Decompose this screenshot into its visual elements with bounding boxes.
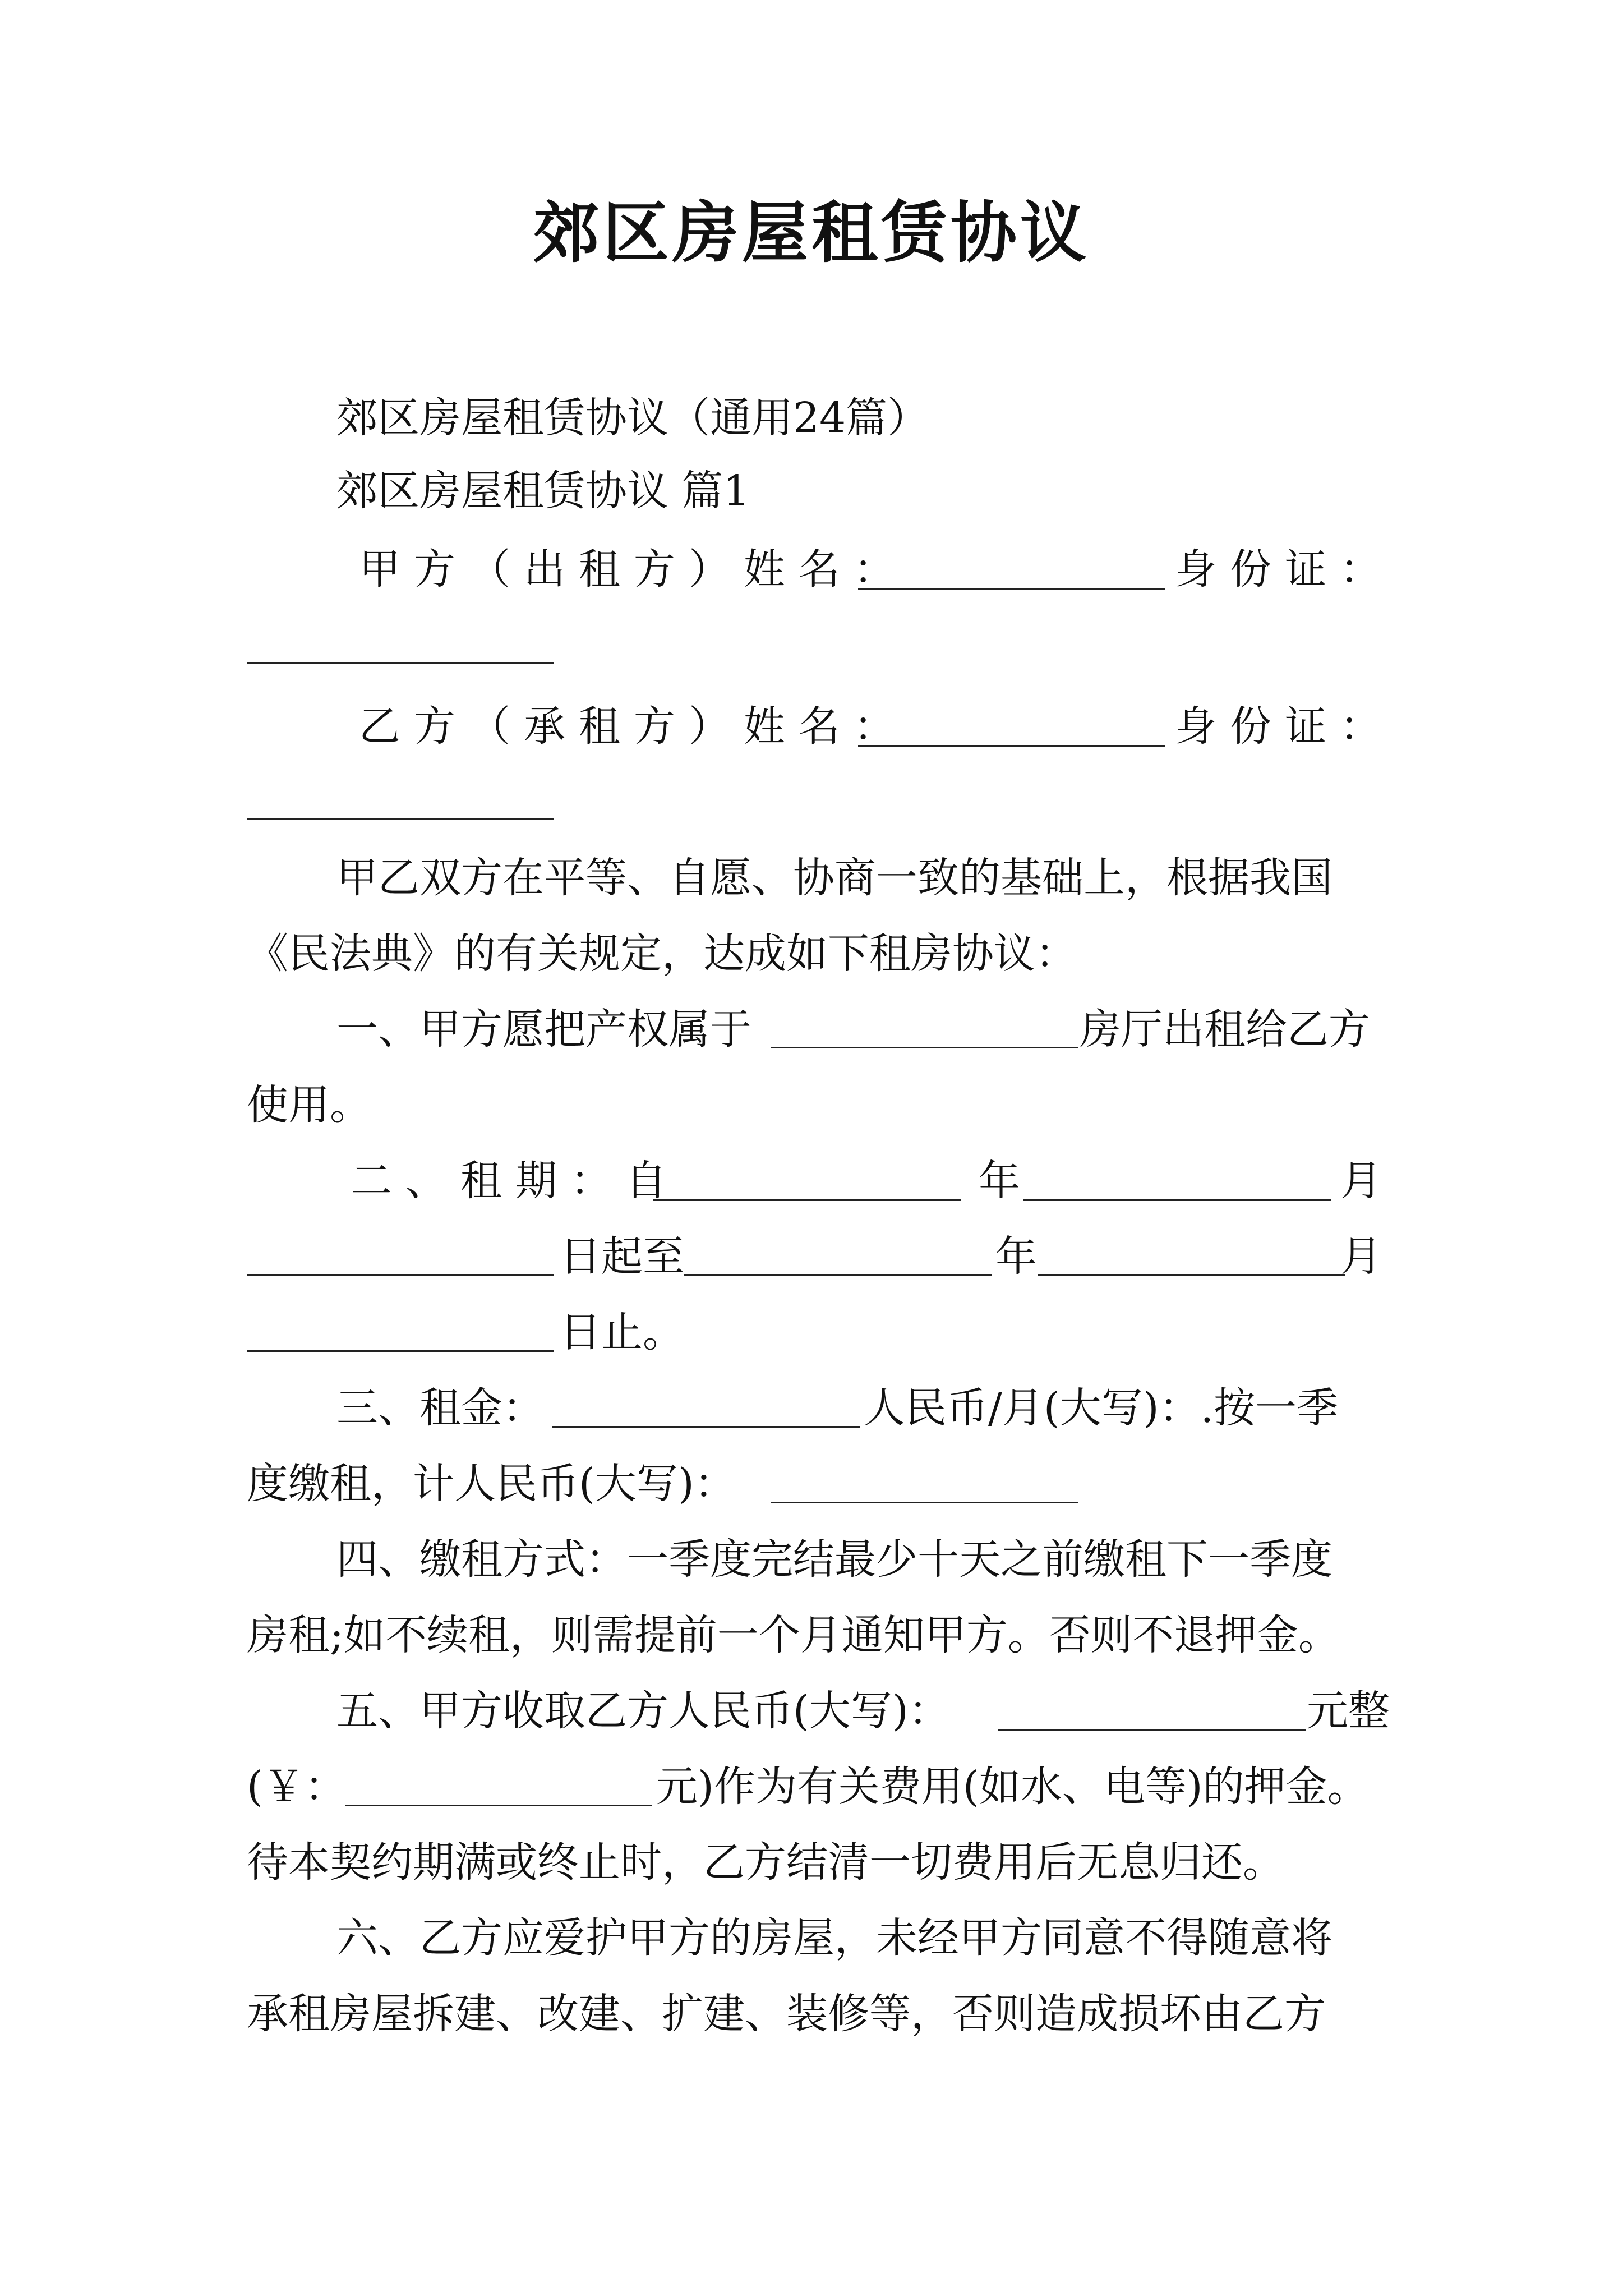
clause-4-line-1: 四、缴租方式：一季度完结最少十天之前缴租下一季度 <box>336 1535 1332 1584</box>
clause-6-line-1: 六、乙方应爱护甲方的房屋，未经甲方同意不得随意将 <box>336 1914 1332 1962</box>
lease-start-month-label: 月 <box>1340 1157 1382 1205</box>
quarterly-rent-blank[interactable] <box>771 1502 1078 1503</box>
lease-end-month-label: 月 <box>1340 1232 1382 1281</box>
party-a-name-blank[interactable] <box>858 588 1165 590</box>
deposit-amount-blank[interactable] <box>345 1805 652 1806</box>
intro-line-2: 《民法典》的有关规定，达成如下租房协议： <box>247 930 1077 978</box>
clause-4-line-2: 房租;如不续租，则需提前一个月通知甲方。否则不退押金。 <box>247 1611 1340 1659</box>
page-title: 郊区房屋租赁协议 <box>533 194 1090 272</box>
clause-3-line-2: 度缴租，计人民币(大写)： <box>247 1460 736 1508</box>
lease-end-year-label: 年 <box>995 1232 1037 1281</box>
clause-5-line-2-prefix: (￥： <box>247 1763 346 1811</box>
party-b-id-blank[interactable] <box>247 818 554 820</box>
lease-end-year-blank[interactable] <box>684 1274 992 1276</box>
lease-start-day-blank[interactable] <box>247 1274 554 1276</box>
party-b-id-label: 身份证： <box>1175 702 1395 751</box>
deposit-words-blank[interactable] <box>998 1729 1306 1731</box>
clause-1-line-2: 使用。 <box>247 1081 371 1129</box>
clause-1-suffix: 房厅出租给乙方 <box>1080 1005 1370 1053</box>
clause-5-line-3: 待本契约期满或终止时，乙方结清一切费用后无息归还。 <box>247 1838 1284 1887</box>
intro-line-1: 甲乙双方在平等、自愿、协商一致的基础上，根据我国 <box>336 854 1332 902</box>
lease-end-day-blank[interactable] <box>247 1350 554 1352</box>
clause-5-line-2-suffix: 元)作为有关费用(如水、电等)的押金。 <box>656 1763 1369 1811</box>
section-heading: 郊区房屋租赁协议 篇1 <box>336 467 750 515</box>
clause-5-suffix: 元整 <box>1307 1687 1390 1735</box>
lease-start-year-label: 年 <box>979 1157 1020 1205</box>
clause-1-label: 一、甲方愿把产权属于 <box>336 1005 751 1053</box>
party-a-label: 甲方（出租方）姓名： <box>359 545 909 593</box>
document-subtitle: 郊区房屋租赁协议（通用24篇） <box>336 394 929 442</box>
rent-amount-blank[interactable] <box>552 1426 860 1428</box>
lease-end-day-suffix: 日止。 <box>560 1308 684 1356</box>
party-a-id-label: 身份证： <box>1175 545 1395 593</box>
party-b-label: 乙方（承租方）姓名： <box>359 702 909 751</box>
party-b-name-blank[interactable] <box>858 745 1165 747</box>
clause-3-label: 三、租金： <box>336 1384 544 1432</box>
clause-3-suffix: 人民币/月(大写)：.按一季 <box>864 1384 1339 1432</box>
lease-start-day-suffix: 日起至 <box>560 1232 684 1281</box>
clause-1-property-blank[interactable] <box>771 1047 1078 1048</box>
party-a-id-blank[interactable] <box>247 662 554 664</box>
lease-start-month-blank[interactable] <box>1023 1199 1331 1201</box>
clause-5-label: 五、甲方收取乙方人民币(大写)： <box>336 1687 950 1735</box>
lease-start-year-blank[interactable] <box>653 1199 961 1201</box>
lease-end-month-blank[interactable] <box>1038 1274 1345 1276</box>
clause-6-line-2: 承租房屋拆建、改建、扩建、装修等，否则造成损坏由乙方 <box>247 1990 1326 2038</box>
clause-2-label: 二、租期：自 <box>351 1157 680 1205</box>
